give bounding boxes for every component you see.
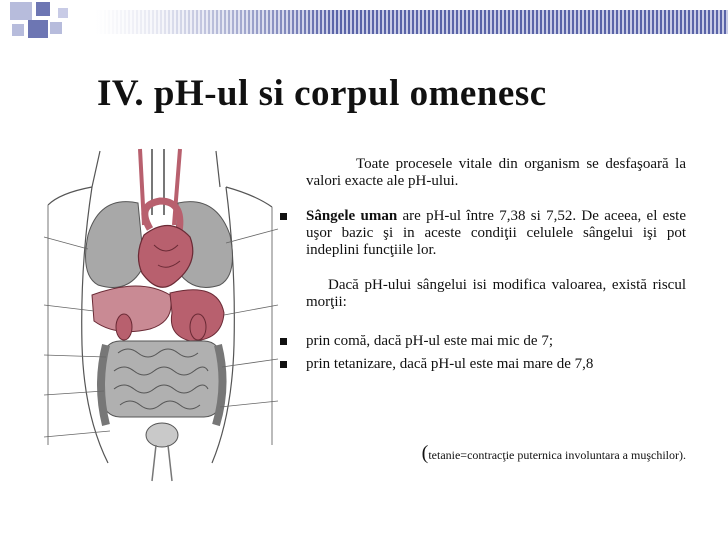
- decor-square: [10, 2, 32, 20]
- slide-body: [270, 156, 686, 464]
- list-item-text: prin tetanizare, dacă pH-ul este mai mare de 7,8: [306, 356, 594, 372]
- paragraph-blood: [270, 208, 686, 259]
- slide-title: IV. pH-ul si corpul omenesc: [97, 73, 547, 114]
- blood-term: Sângele uman: [306, 208, 398, 224]
- striped-band-fade: [96, 10, 336, 34]
- list-item: [270, 356, 686, 373]
- decor-square: [12, 24, 24, 36]
- footnote: [270, 442, 686, 464]
- human-anatomy-illustration: [40, 145, 280, 490]
- list-item: [270, 333, 686, 350]
- footnote-text: tetanie=contracţie puternica involuntara a muşchilor).: [428, 448, 686, 462]
- bullet-square: [280, 213, 287, 220]
- blood-description: are pH-ul între 7,38 si 7,52. De aceea, el este uşor bazic şi in aceste condiţii celulele sângelui işi pot indeplini funcţiile lor.: [306, 208, 686, 258]
- decor-square: [36, 2, 50, 16]
- header-decoration: [0, 0, 728, 42]
- bullet-square: [280, 361, 287, 368]
- list-item-text: prin comă, dacă pH-ul este mai mic de 7;: [306, 333, 553, 349]
- paragraph-intro: Toate procesele vitale din organism se desfaşoară la valori exacte ale pH-ului.: [306, 156, 686, 189]
- decor-square: [58, 8, 68, 18]
- decor-square: [28, 20, 48, 38]
- bullet-square: [280, 338, 287, 345]
- footnote-paren: (: [421, 442, 429, 464]
- paragraph-risk: Dacă pH-ului sângelui isi modifica valoarea, există riscul morţii:: [306, 277, 686, 310]
- decor-square: [50, 22, 62, 34]
